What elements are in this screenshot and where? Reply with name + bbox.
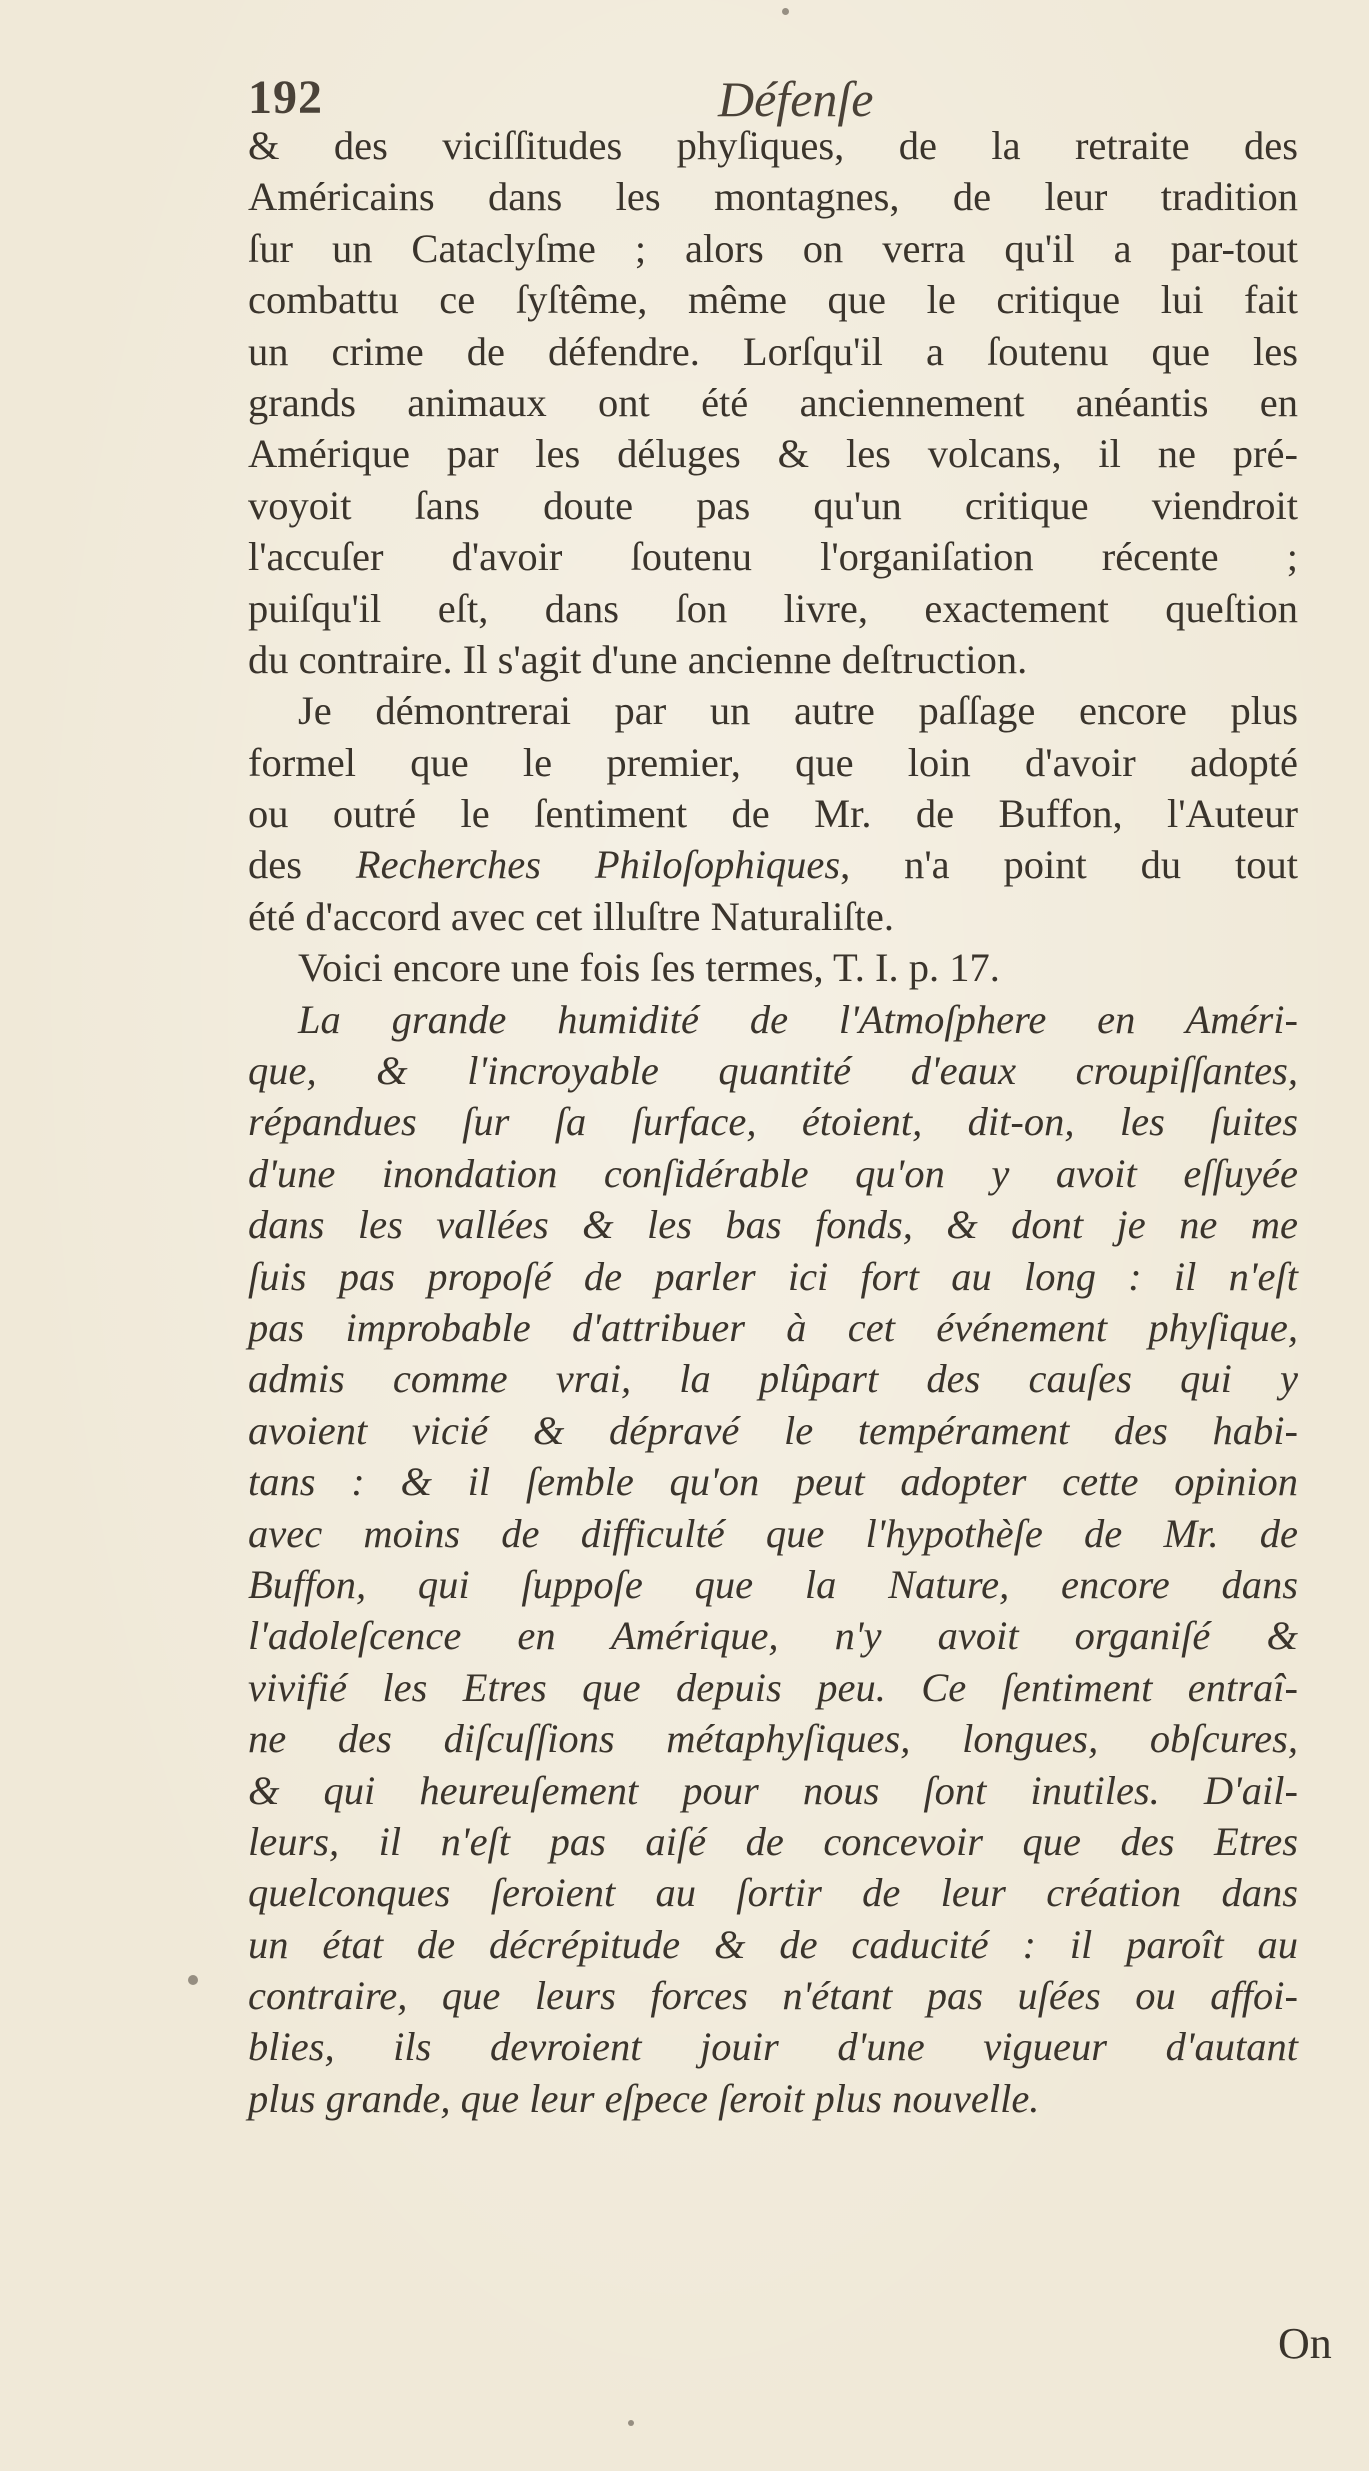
text-line: du contraire. Il s'agit d'une ancienne deſtruction.	[248, 636, 1028, 682]
quote-line: contraire, que leurs forces n'étant pas uſées ou affoi-	[248, 1973, 1298, 2019]
quote-line: répandues ſur ſa ſurface, étoient, dit-on, les ſuites	[248, 1099, 1298, 1145]
quote-line: ſuis pas propoſé de parler ici fort au long : il n'eſt	[248, 1253, 1298, 1299]
page-number: 192	[248, 71, 323, 124]
body-text	[248, 120, 1298, 2124]
quote-line: avec moins de difficulté que l'hypothèſe de Mr. de	[248, 1510, 1298, 1556]
text-line: combattu ce ſyſtême, même que le critique lui fait	[248, 277, 1298, 323]
text-line: ſur un Cataclyſme ; alors on verra qu'il a par-tout	[248, 225, 1298, 271]
text-line-recherches	[248, 839, 1298, 890]
quote-line: vivifié les Etres que depuis peu. Ce ſentiment entraî-	[248, 1664, 1298, 1710]
quote-line: Buffon, qui ſuppoſe que la Nature, encore dans	[248, 1561, 1298, 1607]
paragraph-3	[248, 942, 1298, 993]
quote-line: un état de décrépitude & de caducité : il paroît au	[248, 1921, 1298, 1967]
quote-line: l'adoleſcence en Amérique, n'y avoit organiſé &	[248, 1613, 1298, 1659]
text-fragment: , n'a point du tout	[840, 842, 1298, 888]
text-line: voyoit ſans doute pas qu'un critique viendroit	[248, 482, 1298, 528]
quote-line: dans les vallées & les bas fonds, & dont je ne me	[248, 1202, 1298, 1248]
ink-spot	[628, 2420, 634, 2426]
text-line: l'accuſer d'avoir ſoutenu l'organiſation récente ;	[248, 534, 1298, 580]
paragraph-2	[248, 685, 1298, 942]
quote-line: leurs, il n'eſt pas aiſé de concevoir que des Etres	[248, 1818, 1298, 1864]
quote-line: avoient vicié & dépravé le tempérament des habi-	[248, 1407, 1298, 1453]
text-line: & des viciſſitudes phyſiques, de la retraite des	[248, 123, 1298, 168]
text-line: un crime de défendre. Lorſqu'il a ſoutenu que les	[248, 328, 1298, 374]
quote-line: plus grande, que leur eſpece ſeroit plus nouvelle.	[248, 2075, 1040, 2121]
text-line: été d'accord avec cet illuſtre Naturaliſte.	[248, 893, 894, 939]
text-line: Voici encore une fois ſes termes, T. I. p. 17.	[298, 945, 1000, 991]
quotation	[248, 994, 1298, 2125]
text-line: Je démontrerai par un autre paſſage encore plus	[298, 688, 1298, 734]
text-line: grands animaux ont été anciennement anéantis en	[248, 379, 1298, 425]
quote-line: & qui heureuſement pour nous ſont inutiles. D'ail-	[248, 1767, 1298, 1813]
quote-line: quelconques ſeroient au ſortir de leur création dans	[248, 1870, 1298, 1916]
quote-line: pas improbable d'attribuer à cet événement phyſique,	[248, 1304, 1298, 1350]
quote-line: ne des diſcuſſions métaphyſiques, longues, obſcures,	[248, 1716, 1298, 1762]
text-line: Américains dans les montagnes, de leur tradition	[248, 174, 1298, 220]
text-line: Amérique par les déluges & les volcans, il ne pré-	[248, 431, 1298, 477]
book-title-recherches: Recherches Philoſophiques	[355, 842, 841, 888]
running-title: Défenſe	[718, 71, 874, 127]
text-line: formel que le premier, que loin d'avoir adopté	[248, 739, 1298, 785]
text-fragment: des	[248, 842, 356, 888]
quote-line: admis comme vrai, la plûpart des cauſes qui y	[248, 1356, 1298, 1402]
quote-line: que, & l'incroyable quantité d'eaux croupiſſantes,	[248, 1048, 1298, 1094]
ink-spot	[188, 1975, 198, 1985]
catchword: On	[1278, 2319, 1332, 2368]
paragraph-1	[248, 120, 1298, 685]
quote-line: d'une inondation conſidérable qu'on y avoit eſſuyée	[248, 1150, 1298, 1196]
text-line: ou outré le ſentiment de Mr. de Buffon, l'Auteur	[248, 791, 1298, 837]
ink-spot	[782, 8, 789, 15]
quote-line: tans : & il ſemble qu'on peut adopter cette opinion	[248, 1459, 1298, 1505]
text-line: puiſqu'il eſt, dans ſon livre, exactement queſtion	[248, 585, 1298, 631]
quote-line: blies, ils devroient jouir d'une vigueur d'autant	[248, 2024, 1298, 2070]
quote-line: La grande humidité de l'Atmoſphere en Améri-	[298, 996, 1298, 1042]
